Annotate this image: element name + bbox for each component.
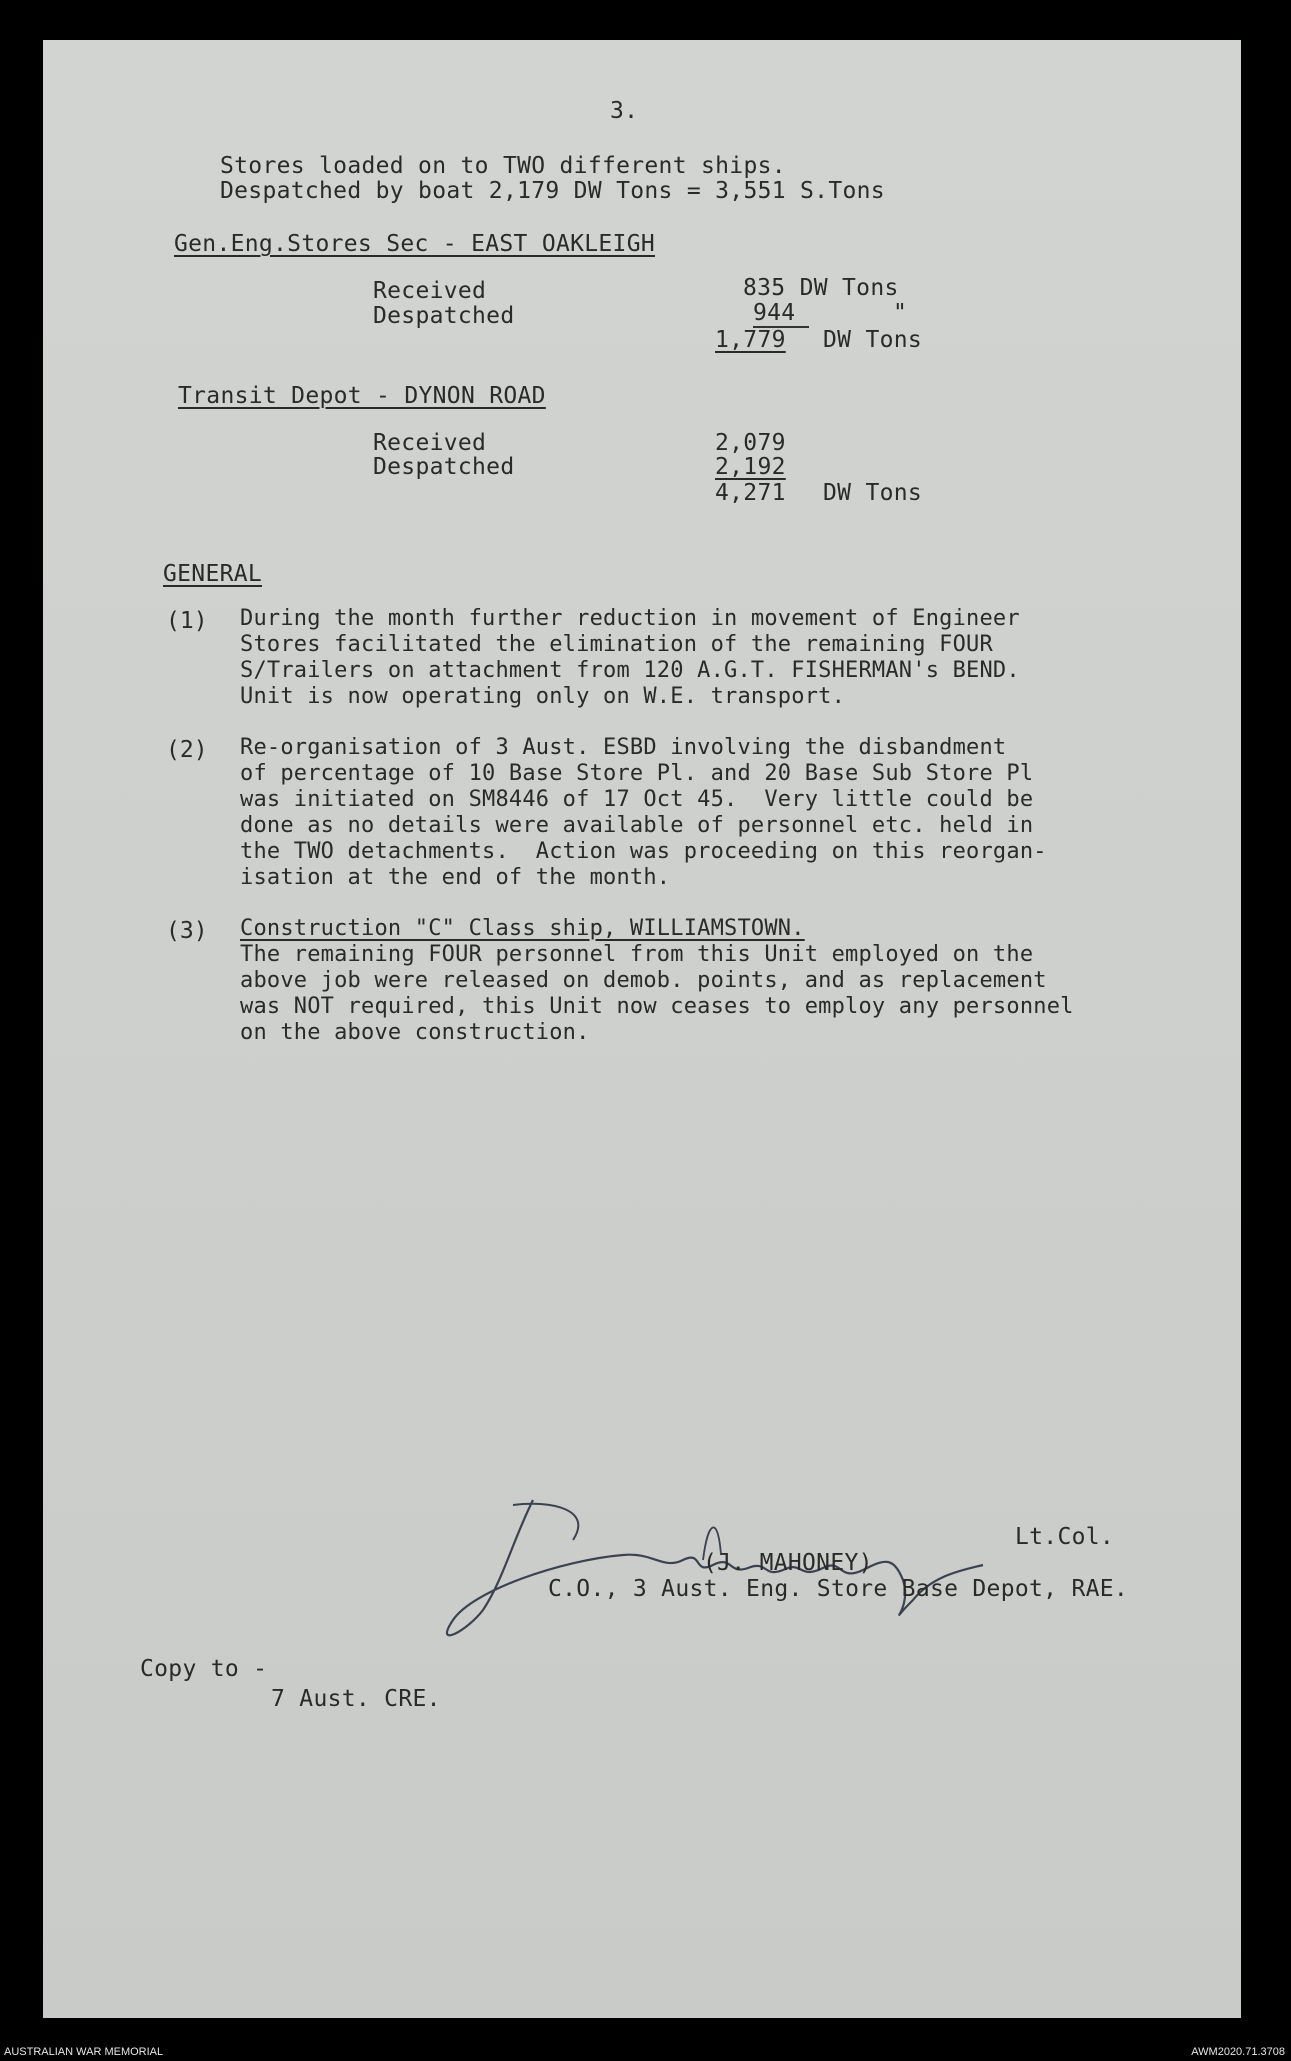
signatory-rank: Lt.Col.: [1015, 1524, 1115, 1550]
archive-reference: AWM2020.71.3708: [1191, 2046, 1285, 2058]
received-value: 2,079: [715, 430, 786, 456]
item-2-line: done as no details were available of personnel etc. held in: [240, 813, 1034, 838]
signatory-name: (J. MAHONEY): [703, 1550, 873, 1576]
item-number: (2): [166, 737, 208, 763]
item-1-line: S/Trailers on attachment from 120 A.G.T. FISHERMAN's BEND.: [240, 658, 1020, 683]
despatched-value: 944: [753, 300, 796, 326]
document-page: [43, 40, 1241, 2018]
total-unit: DW Tons: [823, 480, 923, 506]
item-2-line: isation at the end of the month.: [240, 865, 671, 890]
intro-line-1: Stores loaded on to TWO different ships.: [220, 153, 786, 179]
general-heading: GENERAL: [163, 561, 263, 587]
item-3-line: on the above construction.: [240, 1020, 590, 1045]
signatory-title: C.O., 3 Aust. Eng. Store Base Depot, RAE.: [548, 1576, 1129, 1602]
item-1-line: Stores facilitated the elimination of the remaining FOUR: [240, 632, 993, 657]
item-2-line: the TWO detachments. Action was proceeding on this reorgan-: [240, 839, 1047, 864]
page-number: 3.: [610, 98, 639, 124]
item-number: (1): [166, 608, 208, 634]
received-value: 835 DW Tons: [743, 275, 899, 301]
section-heading-east-oakleigh: Gen.Eng.Stores Sec - EAST OAKLEIGH: [174, 231, 656, 257]
item-number: (3): [166, 918, 208, 944]
intro-line-2: Despatched by boat 2,179 DW Tons = 3,551 S.Tons: [220, 178, 885, 204]
despatched-label: Despatched: [373, 454, 515, 480]
item-3-heading: Construction "C" Class ship, WILLIAMSTOWN.: [240, 916, 805, 941]
archive-credit: AUSTRALIAN WAR MEMORIAL: [4, 2046, 164, 2058]
despatched-value: 2,192: [715, 454, 786, 480]
item-1-line: Unit is now operating only on W.E. transport.: [240, 684, 846, 709]
copy-to-label: Copy to -: [140, 1656, 268, 1682]
total-value: 4,271: [715, 480, 786, 506]
copy-to-recipient: 7 Aust. CRE.: [271, 1686, 441, 1712]
total-value: 1,779: [715, 327, 786, 353]
item-2-line: Re-organisation of 3 Aust. ESBD involving the disbandment: [240, 735, 1007, 760]
section-heading-dynon-road: Transit Depot - DYNON ROAD: [178, 383, 546, 409]
item-3-line: was NOT required, this Unit now ceases to employ any personnel: [240, 994, 1074, 1019]
item-3-line: above job were released on demob. points, and as replacement: [240, 968, 1047, 993]
total-unit: DW Tons: [823, 327, 923, 353]
item-1-line: During the month further reduction in movement of Engineer: [240, 606, 1020, 631]
item-2-line: of percentage of 10 Base Store Pl. and 20 Base Sub Store Pl: [240, 761, 1034, 786]
item-3-line: The remaining FOUR personnel from this Unit employed on the: [240, 942, 1034, 967]
despatched-label: Despatched: [373, 303, 515, 329]
ditto-mark: ": [893, 300, 908, 326]
received-label: Received: [373, 430, 487, 456]
received-label: Received: [373, 278, 487, 304]
item-2-line: was initiated on SM8446 of 17 Oct 45. Very little could be: [240, 787, 1034, 812]
